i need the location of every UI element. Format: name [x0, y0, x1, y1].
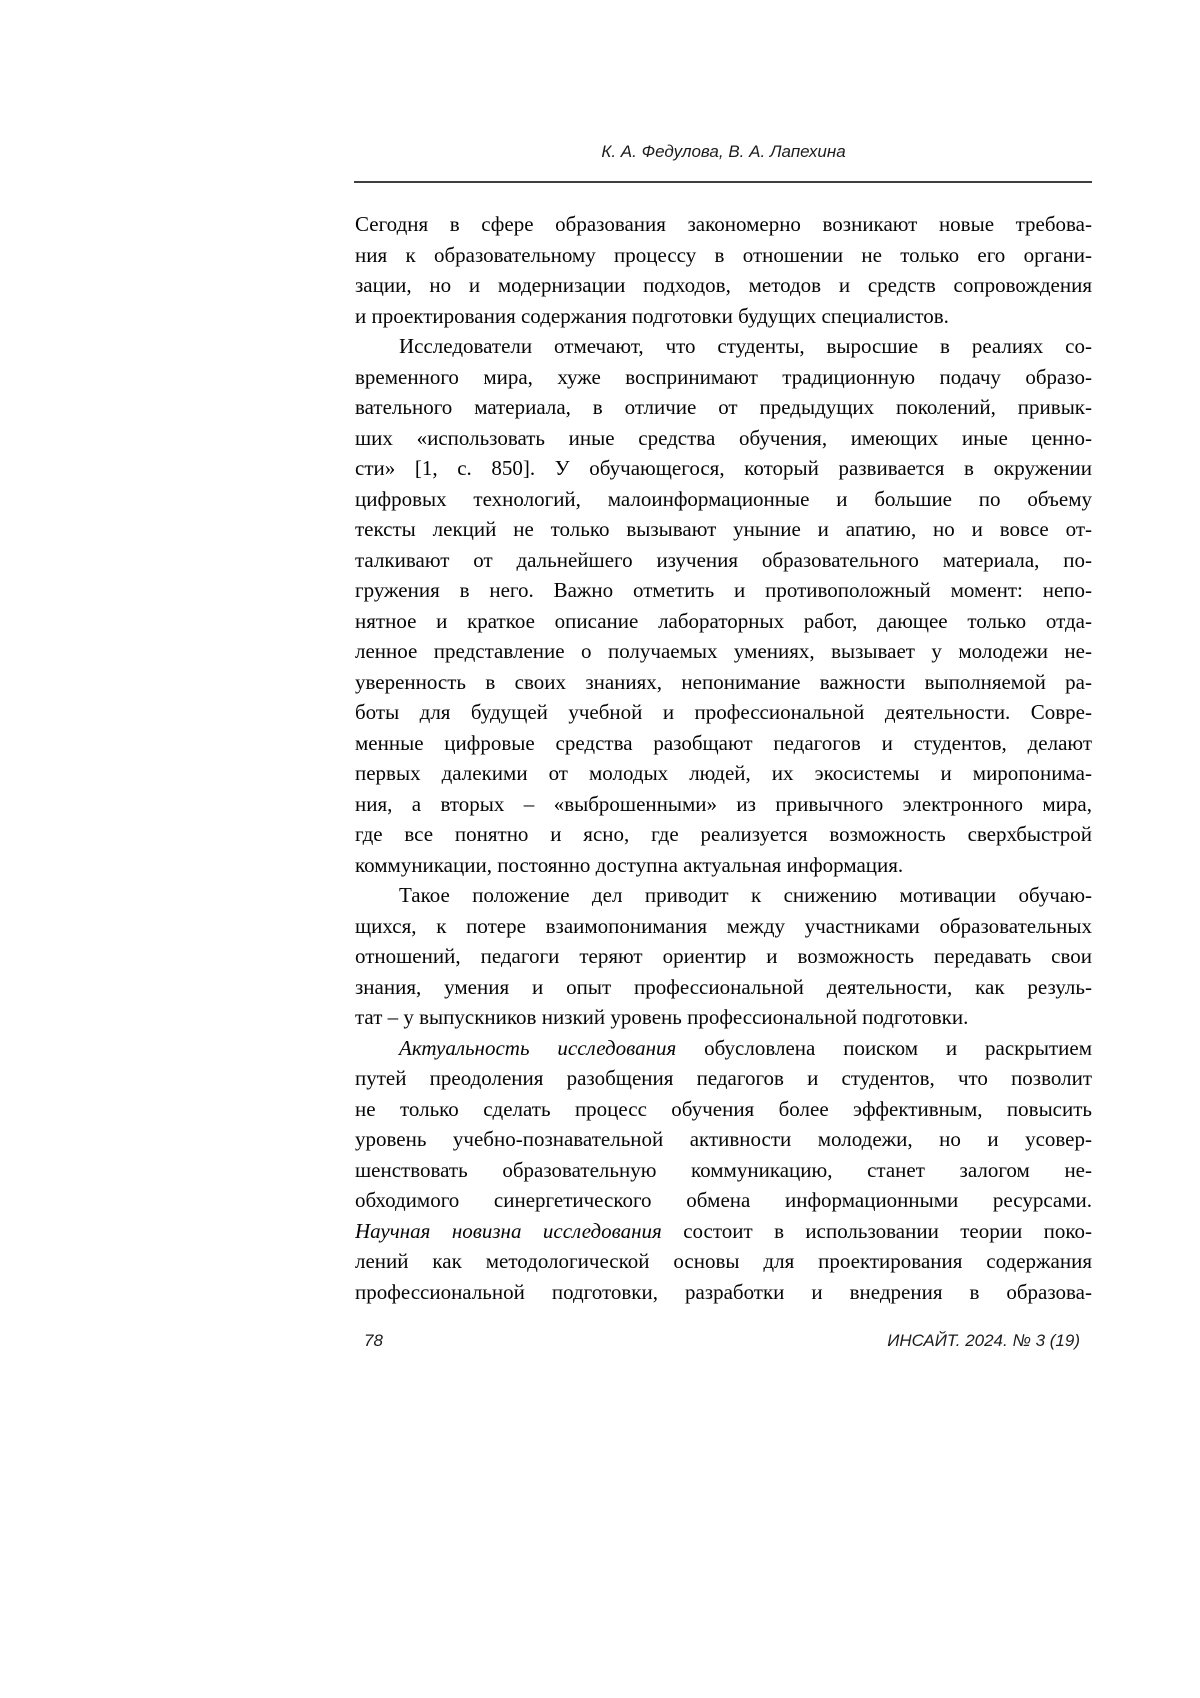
text-run: лений как методологической основы для проектирования содержания [355, 1249, 1092, 1273]
text-line [355, 850, 1092, 881]
text-line [355, 1094, 1092, 1125]
text-line [355, 575, 1092, 606]
paragraph [355, 331, 1092, 880]
text-line [355, 209, 1092, 240]
text-run: шенствовать образовательную коммуникацию, станет залогом не- [355, 1157, 1092, 1182]
text-run: отношений, педагоги теряют ориентир и возможность передавать свои [355, 944, 1092, 968]
header-rule [354, 181, 1092, 183]
text-run: тексты лекций не только вызывают уныние и апатию, но и вовсе от- [355, 517, 1092, 541]
text-run: состоит в использовании теории поко- [661, 1218, 1092, 1243]
page-footer [355, 1330, 1092, 1351]
text-run: боты для будущей учебной и профессиональной деятельности. Совре- [355, 700, 1092, 724]
article-body [355, 209, 1092, 1307]
text-line [355, 819, 1092, 850]
text-run: ния к образовательному процессу в отношении не только его органи- [355, 242, 1092, 267]
text-line [355, 1185, 1092, 1216]
italic-text-run: Актуальность исследования [399, 1035, 677, 1060]
text-line [355, 240, 1092, 271]
text-run: цифровых технологий, малоинформационные и большие по объему [355, 486, 1092, 511]
text-line [355, 331, 1092, 362]
text-run: гружения в него. Важно отметить и противоположный момент: непо- [355, 578, 1092, 602]
text-run: обусловлена поиском и раскрытием [676, 1035, 1092, 1060]
text-run: Такое положение дел приводит к снижению мотивации обучаю- [399, 883, 1092, 907]
text-run: обходимого синергетического обмена информационными ресурсами. [355, 1188, 1092, 1212]
text-run: уровень учебно-познавательной активности молодежи, но и усовер- [355, 1127, 1092, 1151]
text-line [355, 1277, 1092, 1308]
text-line [355, 911, 1092, 942]
text-run: уверенность в своих знаниях, непонимание важности выполняемой ра- [355, 669, 1092, 694]
text-line [355, 1246, 1092, 1277]
text-line [355, 514, 1092, 545]
text-run: сти» [1, с. 850]. У обучающегося, который развивается в окружении [355, 456, 1092, 480]
text-run: путей преодоления разобщения педагогов и студентов, что позволит [355, 1066, 1092, 1090]
text-line [355, 667, 1092, 698]
text-line [355, 423, 1092, 454]
text-run: щихся, к потере взаимопонимания между участниками образовательных [355, 913, 1092, 938]
text-run: где все понятно и ясно, где реализуется возможность сверхбыстрой [355, 822, 1092, 846]
italic-text-run: Научная новизна исследования [355, 1218, 662, 1243]
text-line [355, 1124, 1092, 1155]
text-line [355, 484, 1092, 515]
text-run: знания, умения и опыт профессиональной деятельности, как резуль- [355, 974, 1092, 999]
text-line [355, 545, 1092, 576]
text-run: талкивают от дальнейшего изучения образовательного материала, по- [355, 547, 1092, 572]
text-run: Сегодня в сфере образования закономерно возникают новые требова- [355, 212, 1092, 236]
paragraph [355, 209, 1092, 331]
text-line [355, 972, 1092, 1003]
text-line [355, 270, 1092, 301]
text-run: временного мира, хуже воспринимают традиционную подачу образо- [355, 364, 1092, 389]
text-line [355, 1033, 1092, 1064]
text-run: коммуникации, постоянно доступна актуальная информация. [355, 852, 904, 877]
text-run: ния, а вторых – «выброшенными» из привычного электронного мира, [355, 791, 1092, 816]
text-run: Исследователи отмечают, что студенты, выросшие в реалиях со- [399, 334, 1092, 358]
paragraph [355, 880, 1092, 1033]
text-line [355, 758, 1092, 789]
text-line [355, 1216, 1092, 1247]
text-line [355, 636, 1092, 667]
text-line [355, 1155, 1092, 1186]
text-run: нятное и краткое описание лабораторных работ, дающее только отда- [355, 608, 1092, 633]
text-line [355, 880, 1092, 911]
text-line [355, 728, 1092, 759]
text-run: и проектирования содержания подготовки будущих специалистов. [355, 303, 949, 328]
text-run: не только сделать процесс обучения более эффективным, повысить [355, 1096, 1092, 1121]
running-header-authors: К. А. Федулова, В. А. Лапехина [601, 142, 846, 161]
text-run: зации, но и модернизации подходов, методов и средств сопровождения [355, 273, 1092, 297]
text-run: ленное представление о получаемых умениях, вызывает у молодежи не- [355, 639, 1092, 663]
text-run: менные цифровые средства разобщают педагогов и студентов, делают [355, 730, 1092, 755]
journal-reference: ИНСАЙТ. 2024. № 3 (19) [887, 1331, 1080, 1350]
page-number: 78 [364, 1331, 383, 1350]
text-line [355, 697, 1092, 728]
text-run: профессиональной подготовки, разработки и внедрения в образова- [355, 1279, 1092, 1304]
text-run: вательного материала, в отличие от предыдущих поколений, привык- [355, 395, 1092, 419]
text-run: тат – у выпускников низкий уровень профессиональной подготовки. [355, 1005, 969, 1029]
text-line [355, 392, 1092, 423]
text-line [355, 1002, 1092, 1033]
text-line [355, 362, 1092, 393]
paragraph [355, 1033, 1092, 1308]
text-line [355, 453, 1092, 484]
text-line [355, 606, 1092, 637]
text-line [355, 1063, 1092, 1094]
text-run: первых далекими от молодых людей, их экосистемы и миропонима- [355, 761, 1092, 785]
text-line [355, 301, 1092, 332]
text-run: ших «использовать иные средства обучения, имеющих иные ценно- [355, 425, 1092, 450]
text-line [355, 941, 1092, 972]
text-line [355, 789, 1092, 820]
